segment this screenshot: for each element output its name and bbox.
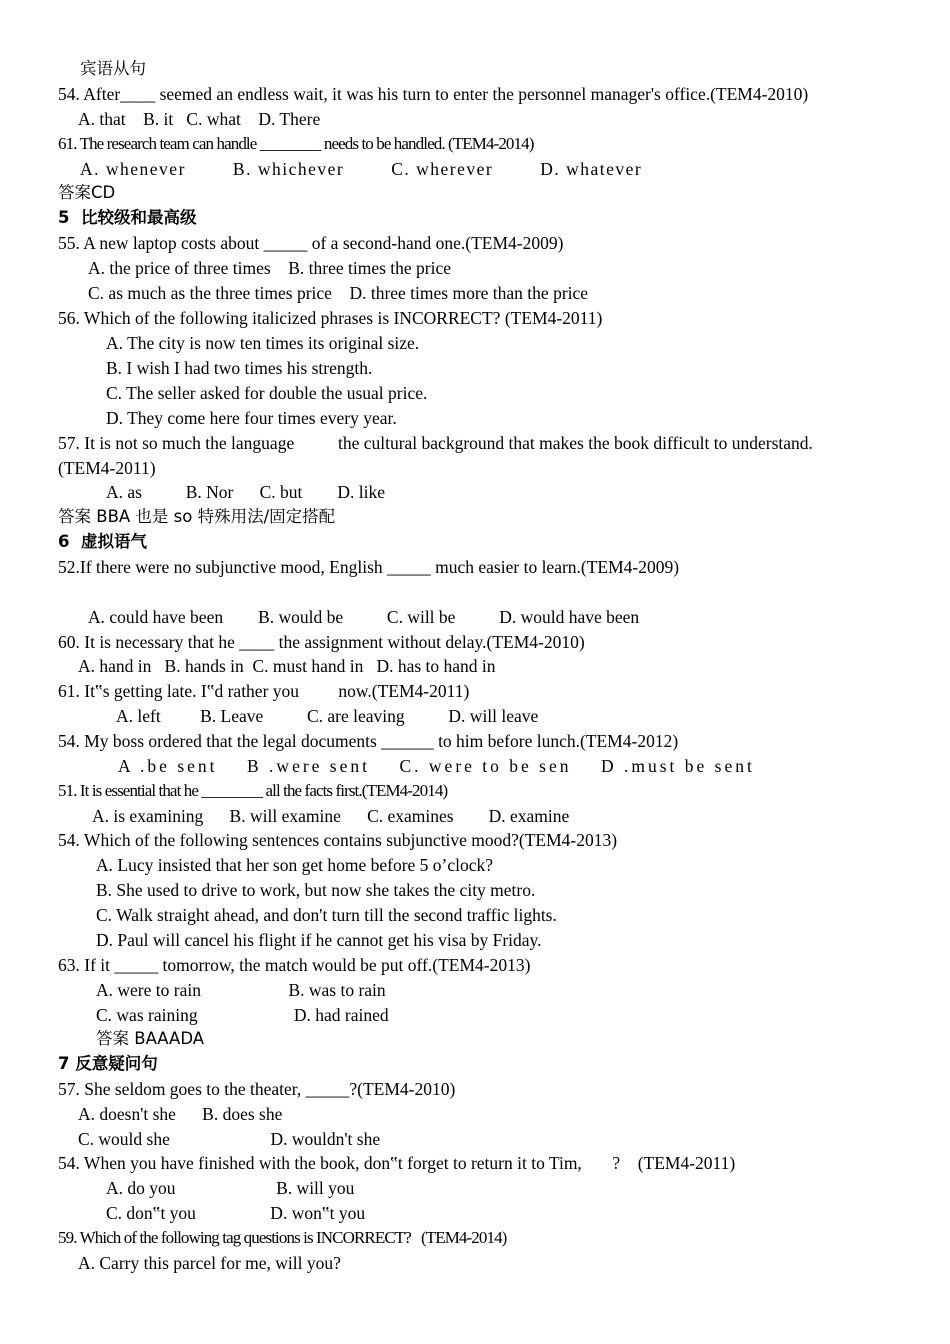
- text-line: C. don‟t you D. won‟t you: [106, 1203, 366, 1223]
- text-line: C. Walk straight ahead, and don't turn till the second traffic lights.: [96, 905, 557, 925]
- text-line: 54. Which of the following sentences contains subjunctive mood?(TEM4-2013): [58, 830, 618, 850]
- text-line: C. as much as the three times price D. three times more than the price: [88, 283, 589, 303]
- text-line: 答案 BAAADA: [96, 1029, 205, 1048]
- text-line: A. that B. it C. what D. There: [78, 109, 321, 129]
- text-line: D. Paul will cancel his flight if he cannot get his visa by Friday.: [96, 930, 542, 950]
- text-line: 51. It is essential that he ________ all the facts first.(TEM4-2014): [58, 781, 448, 800]
- text-line: 59. Which of the following tag questions is INCORRECT? (TEM4-2014): [58, 1228, 507, 1247]
- text-line: (TEM4-2011): [58, 458, 156, 478]
- text-line: 61. It‟s getting late. I‟d rather you now.(TEM4-2011): [58, 681, 470, 701]
- text-line: 63. If it _____ tomorrow, the match would be put off.(TEM4-2013): [58, 955, 531, 975]
- text-line: A. Carry this parcel for me, will you?: [78, 1253, 341, 1273]
- text-line: 56. Which of the following italicized phrases is INCORRECT? (TEM4-2011): [58, 308, 603, 328]
- text-line: 54. After____ seemed an endless wait, it was his turn to enter the personnel manager's office.(TEM4-2010): [58, 84, 809, 104]
- text-line: 5 比较级和最高级: [58, 208, 197, 227]
- text-line: 55. A new laptop costs about _____ of a second-hand one.(TEM4-2009): [58, 233, 564, 253]
- text-line: A. hand in B. hands in C. must hand in D. has to hand in: [78, 656, 496, 676]
- text-line: 答案CD: [58, 183, 116, 202]
- text-line: A. do you B. will you: [106, 1178, 355, 1198]
- text-line: C. The seller asked for double the usual price.: [106, 383, 428, 403]
- text-line: 宾语从句: [80, 59, 146, 78]
- text-line: 57. It is not so much the language the cultural background that makes the book difficult to understand.: [58, 433, 813, 453]
- text-line: B. She used to drive to work, but now she takes the city metro.: [96, 880, 536, 900]
- text-line: 答案 BBA 也是 so 特殊用法/固定搭配: [58, 507, 336, 526]
- text-line: C. was raining D. had rained: [96, 1005, 389, 1025]
- text-line: A. whenever B. whichever C. wherever D. whatever: [80, 159, 643, 179]
- text-line: 57. She seldom goes to the theater, _____?(TEM4-2010): [58, 1079, 456, 1099]
- text-line: A. The city is now ten times its original size.: [106, 333, 420, 353]
- text-line: 7 反意疑问句: [58, 1054, 158, 1073]
- text-line: 54. My boss ordered that the legal documents ______ to him before lunch.(TEM4-2012): [58, 731, 679, 751]
- text-line: 6 虚拟语气: [58, 532, 147, 551]
- text-line: A. is examining B. will examine C. examines D. examine: [92, 806, 570, 826]
- text-line: 61. The research team can handle ________ needs to be handled. (TEM4-2014): [58, 134, 534, 153]
- text-line: A. could have been B. would be C. will be D. would have been: [88, 607, 640, 627]
- text-line: 52.If there were no subjunctive mood, English _____ much easier to learn.(TEM4-2009): [58, 557, 680, 577]
- text-line: A .be sent B .were sent C. were to be sen D .must be sent: [118, 756, 755, 776]
- text-line: A. as B. Nor C. but D. like: [106, 482, 386, 502]
- text-line: A. doesn't she B. does she: [78, 1104, 283, 1124]
- text-line: 54. When you have finished with the book, don‟t forget to return it to Tim, ? (TEM4-2011): [58, 1153, 736, 1173]
- text-line: A. Lucy insisted that her son get home before 5 o’clock?: [96, 855, 494, 875]
- text-line: 60. It is necessary that he ____ the assignment without delay.(TEM4-2010): [58, 632, 585, 652]
- text-line: B. I wish I had two times his strength.: [106, 358, 373, 378]
- text-line: A. left B. Leave C. are leaving D. will leave: [116, 706, 539, 726]
- text-line: A. were to rain B. was to rain: [96, 980, 386, 1000]
- text-line: A. the price of three times B. three times the price: [88, 258, 451, 278]
- text-line: C. would she D. wouldn't she: [78, 1129, 381, 1149]
- text-line: D. They come here four times every year.: [106, 408, 397, 428]
